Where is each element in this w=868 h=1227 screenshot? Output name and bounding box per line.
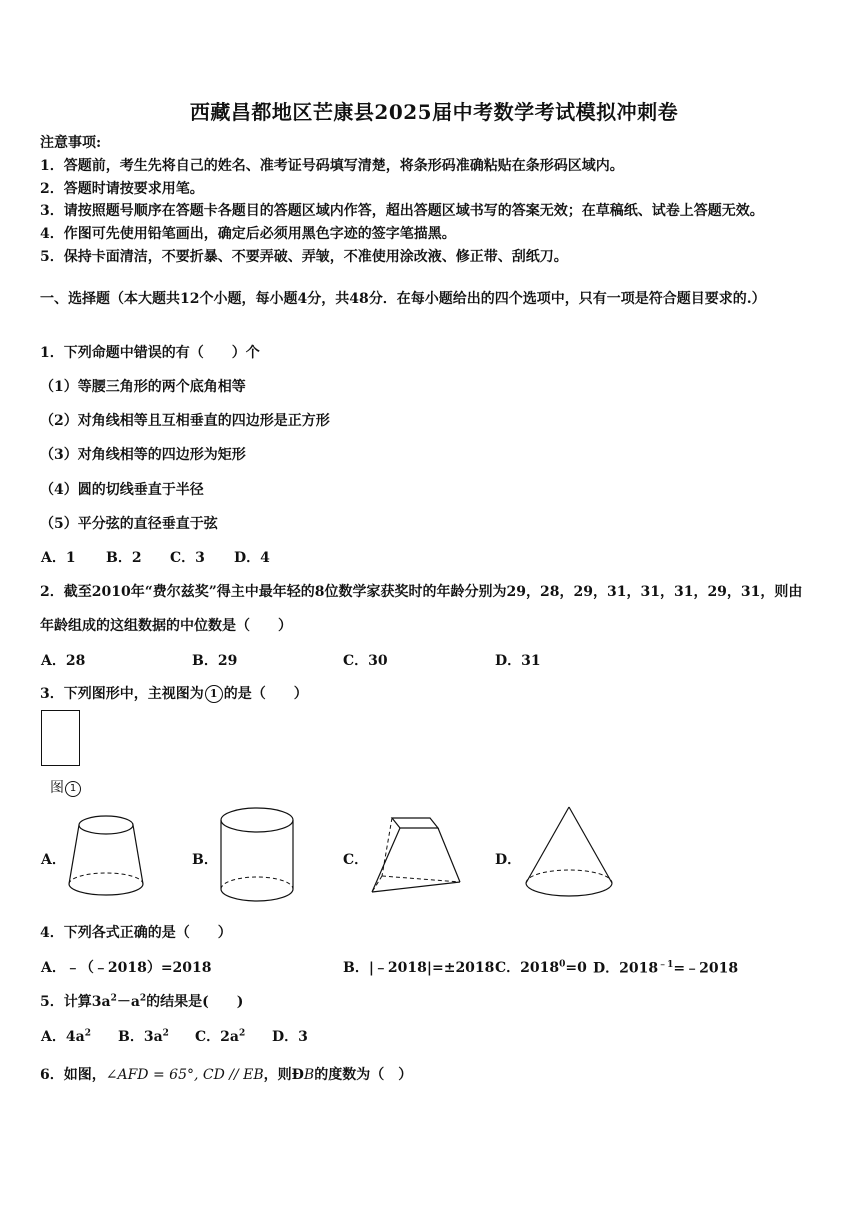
q5-option-b-sup: 2: [162, 1028, 169, 1039]
q2-option-a[interactable]: A．28: [41, 653, 86, 669]
q2-stem-line2: 年龄组成的这组数据的中位数是（ ）: [40, 618, 292, 634]
exam-title: 西藏昌都地区芒康县2025届中考数学考试模拟冲刺卷: [189, 100, 679, 124]
q1-statement: （2）对角线相等且互相垂直的四边形是正方形: [40, 413, 330, 429]
circled-one-icon: 1: [205, 685, 223, 703]
q3-option-c[interactable]: C．: [343, 852, 369, 868]
q2-option-c[interactable]: C．30: [343, 653, 388, 669]
q5-option-d[interactable]: [272, 1026, 308, 1046]
q1-option-b[interactable]: B．2: [106, 550, 142, 566]
notice-item: 4．作图可先使用铅笔画出，确定后必须用黑色字迹的签字笔描黑。: [40, 226, 456, 242]
q5-option-a-sup: 2: [84, 1028, 91, 1039]
q4-option-a[interactable]: A．﹣（﹣2018）=2018: [41, 960, 212, 976]
q5-option-c[interactable]: [195, 1026, 245, 1046]
q5-option-c-sup: 2: [238, 1028, 246, 1039]
q6-math-condition: ∠AFD = 65°, CD // EB: [105, 1067, 264, 1083]
q4-stem: 4．下列各式正确的是（ ）: [40, 925, 232, 941]
q5-stem-pre: 5．计算3a: [40, 994, 111, 1010]
q1-option-a[interactable]: A．1: [41, 550, 76, 566]
q5-option-d-base: D．3: [272, 1029, 308, 1045]
q2-stem-line1: 2．截至2010年“费尔兹奖”得主中最年轻的8位数学家获奖时的年龄分别为29，28，29，31，31，31，29，31，则由: [40, 584, 803, 600]
q3-stem-before: 3．下列图形中，主视图为: [40, 686, 204, 702]
q1-option-d[interactable]: D．4: [234, 550, 270, 566]
frustum-pyramid-figure: [368, 810, 464, 898]
q3-option-a[interactable]: A．: [41, 852, 66, 868]
figure-label: [50, 777, 82, 797]
notice-item: 5．保持卡面清洁，不要折暴、不要弄破、弄皱，不准使用涂改液、修正带、刮纸刀。: [40, 249, 568, 265]
notice-heading: 注意事项:: [40, 135, 102, 151]
q6-stem: [40, 1064, 412, 1084]
q2-option-b[interactable]: B．29: [192, 653, 238, 669]
q5-option-b[interactable]: [118, 1026, 169, 1046]
q3-option-b[interactable]: B．: [192, 852, 218, 868]
q5-option-a-base: A．4a: [41, 1029, 85, 1045]
q3-option-d[interactable]: D．: [495, 852, 522, 868]
q1-statement: （3）对角线相等的四边形为矩形: [40, 447, 246, 463]
q4-option-d-base: D．2018: [593, 960, 659, 977]
notice-item: 3．请按照题号顺序在答题卡各题目的答题区域内作答，超出答题区域书写的答案无效；在草稿纸、试卷上答题无效。: [40, 203, 764, 219]
q4-option-c-rest: =0: [565, 960, 587, 976]
q4-option-d-rest: =﹣2018: [673, 960, 739, 977]
q3-stem-after: 的是（ ）: [223, 686, 308, 702]
q1-statement: （4）圆的切线垂直于半径: [40, 482, 204, 498]
q4-option-d-sup: ﹣1: [658, 960, 674, 970]
q1-stem: 1．下列命题中错误的有（ ）个: [40, 345, 260, 361]
q5-stem-sup1: 2: [110, 993, 117, 1004]
q2-option-d[interactable]: D．31: [495, 653, 541, 669]
cylinder-figure: [219, 803, 297, 903]
q1-statement: （1）等腰三角形的两个底角相等: [40, 379, 246, 395]
q6-stem-pre: 6．如图，: [40, 1067, 106, 1083]
q5-stem-mid: －a: [116, 994, 140, 1010]
q1-statement: （5）平分弦的直径垂直于弦: [40, 516, 218, 532]
q5-stem: [40, 991, 243, 1011]
q5-stem-post: 的结果是( ): [146, 994, 244, 1010]
q4-option-c-base: C．2018: [495, 960, 560, 976]
section-heading: 一、选择题（本大题共12个小题，每小题4分，共48分．在每小题给出的四个选项中，只有一项是符合题目要求的.）: [40, 291, 766, 307]
q5-stem-sup2: 2: [139, 993, 147, 1004]
notice-item: 2．答题时请按要求用笔。: [40, 181, 204, 197]
notice-item: 1．答题前，考生先将自己的姓名、准考证号码填写清楚，将条形码准确粘贴在条形码区域内。: [40, 158, 624, 174]
circled-one-icon: 1: [65, 781, 81, 797]
q4-option-c[interactable]: [495, 957, 587, 977]
q1-option-c[interactable]: C．3: [170, 550, 205, 566]
q5-option-b-base: B．3a: [118, 1029, 163, 1045]
frustum-cone-figure: [64, 810, 148, 902]
q6-stem-post: 的度数为（ ）: [314, 1067, 413, 1083]
cone-figure: [523, 805, 615, 905]
q4-option-d[interactable]: [593, 957, 738, 978]
q3-stem: [40, 683, 308, 703]
q4-option-b[interactable]: B．|﹣2018|=±2018: [343, 960, 495, 976]
q5-option-c-base: C．2a: [195, 1029, 239, 1045]
front-view-rectangle: [41, 710, 80, 766]
q6-math-b: B: [303, 1067, 315, 1083]
q6-stem-mid: ，则Ð: [263, 1067, 304, 1083]
q4-option-c-sup: 0: [559, 959, 566, 970]
q5-option-a[interactable]: [41, 1026, 91, 1046]
figure-label-text: 图: [50, 780, 64, 796]
